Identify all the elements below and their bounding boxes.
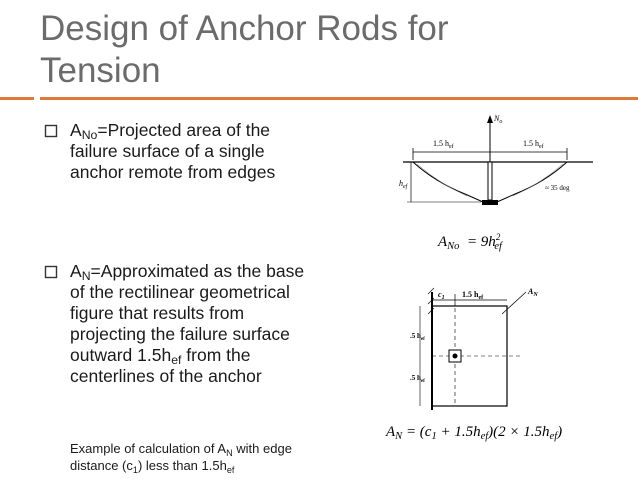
slide-title: Design of Anchor Rods for Tension	[40, 9, 449, 90]
dim-right-label: 1.5 $h_{ef}$	[523, 139, 544, 150]
depth-label: $h_{ef}$	[399, 179, 408, 190]
c1-label: $c_1$	[438, 290, 445, 301]
square-bullet-icon	[44, 124, 58, 138]
side-top-label: .5 $h_{ef}$	[410, 332, 425, 342]
load-label: $N_o$	[494, 114, 503, 125]
projected-area-figure	[410, 280, 555, 412]
area-label: $A_N$	[528, 287, 538, 298]
angle-label: ≈ 35 deg	[545, 184, 570, 192]
bullet-anchor-area-no: $A_{No}=Projected$ area of the failure surface of a single anchor remote from edges	[70, 120, 276, 182]
square-bullet-icon	[44, 265, 58, 279]
dim-left-label: 1.5 $h_{ef}$	[433, 139, 454, 150]
dim-top-label: 1.5 $h_{ef}$	[462, 290, 484, 301]
accent-rule	[40, 97, 638, 100]
bullet-anchor-area-n: $A_N=Approximated$ as the base of the rectilinear geometrical figure that results from projecting the failure surface outward $1.5h_{ef}$ from the centerlines of the anchor	[70, 261, 305, 386]
example-note: Example of calculation of $A_N$ with edge distance $(c_1)$ less than $1.5h_{ef}$	[70, 441, 292, 475]
equation-area-n: $A_N = (c_1 + 1.5h_{ef})(2 \times 1.5h_{ef})$	[386, 424, 563, 442]
side-bottom-label: .5 $h_{ef}$	[410, 374, 425, 384]
failure-cone-figure	[395, 112, 600, 217]
accent-rule-left	[0, 97, 34, 100]
equation-area-no: $A_{No} = 9h^2_{ef}$	[438, 232, 502, 252]
